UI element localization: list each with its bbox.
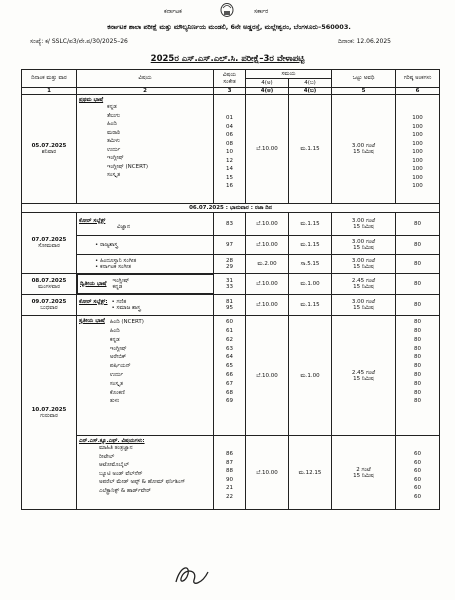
subject-cell bbox=[77, 436, 214, 510]
subject-codes: 01 04 06 08 10 12 14 15 16 bbox=[214, 95, 246, 204]
header-time-b: 4(ಬ) bbox=[289, 79, 332, 88]
exam-date: 09.07.2025 bbox=[31, 299, 67, 305]
subject-code: 97 bbox=[214, 236, 246, 255]
duration: 3.00 ಗಂಟೆ 15 ನಿಮಿಷ bbox=[332, 213, 396, 236]
max-marks: 80 bbox=[396, 213, 440, 236]
col-number: 3 bbox=[214, 88, 246, 95]
state-emblem-icon bbox=[212, 2, 242, 18]
start-time: ಬೆ.10.00 bbox=[246, 316, 289, 436]
exam-date: 05.07.2025 bbox=[31, 143, 67, 149]
table-row bbox=[22, 213, 440, 236]
header-time: ಸಮಯ bbox=[246, 70, 332, 79]
start-time: ಬೆ.10.00 bbox=[246, 295, 289, 316]
end-time: ಮ.1.00 bbox=[289, 316, 332, 436]
issue-date: ದಿನಾಂಕ: 12.06.2025 bbox=[338, 38, 391, 45]
duration: 3.00 ಗಂಟೆ 15 ನಿಮಿಷ bbox=[332, 295, 396, 316]
header-subject: ವಿಷಯ bbox=[77, 70, 214, 88]
table-row bbox=[22, 95, 440, 204]
table-row bbox=[22, 274, 440, 295]
date-cell bbox=[22, 95, 77, 204]
end-time: ಮ.1.15 bbox=[289, 95, 332, 204]
header-date-day: ದಿನಾಂಕ ಮತ್ತು ವಾರ bbox=[22, 70, 77, 88]
duration: 2.45 ಗಂಟೆ 15 ನಿಮಿಷ bbox=[332, 316, 396, 436]
start-time: ಬೆ.10.00 bbox=[246, 274, 289, 295]
end-time: ಮ.1.15 bbox=[289, 213, 332, 236]
col-number: 2 bbox=[77, 88, 214, 95]
table-row bbox=[22, 436, 440, 510]
subject-cell bbox=[77, 274, 213, 294]
board-address: ಕರ್ನಾಟಕ ಶಾಲಾ ಪರೀಕ್ಷೆ ಮತ್ತು ಮೌಲ್ಯನಿರ್ಣಯ ಮಂಡಲಿ, 6ನೇ ಅಡ್ಡರಸ್ತೆ, ಮಲ್ಲೇಶ್ವರಂ, ಬೆಂಗಳೂರು–560003. bbox=[107, 23, 351, 31]
subject-list: ಕನ್ನಡ ತೆಲುಗು ಹಿಂದಿ ಮರಾಠಿ ತಮಿಳು ಉರ್ದು ಇಂಗ್ಲೀಷ್ ಇಂಗ್ಲೀಷ್ (NCERT) ಸಂಸ್ಕೃತ bbox=[107, 104, 149, 179]
subject-cell bbox=[77, 316, 214, 436]
exam-day: ಮಂಗಳವಾರ bbox=[37, 284, 60, 291]
exam-date: 07.07.2025 bbox=[31, 237, 67, 243]
header-duration: ಒಟ್ಟು ಅವಧಿ bbox=[332, 70, 396, 88]
subject-name: • ರಾಜ್ಯಶಾಸ್ತ್ರ bbox=[77, 236, 214, 255]
table-row bbox=[22, 236, 440, 255]
exam-day: ಗುರುವಾರ bbox=[40, 412, 58, 419]
table-row bbox=[22, 316, 440, 436]
exam-day: ಸೋಮವಾರ bbox=[38, 243, 60, 250]
exam-day: ಶನಿವಾರ bbox=[41, 149, 57, 156]
header-code: ವಿಷಯ ಸಂಕೇತ bbox=[214, 70, 246, 88]
date-cell bbox=[22, 316, 77, 510]
start-time: ಬೆ.10.00 bbox=[246, 95, 289, 204]
date-cell bbox=[22, 274, 77, 295]
duration: 2 ಗಂಟೆ 15 ನಿಮಿಷ bbox=[332, 436, 396, 510]
subject-list: ಮಾಹಿತಿ ತಂತ್ರಜ್ಞಾನ ರೀಟೇಲ್ ಆಟೋಮೊಬೈಲ್ ಬ್ಯೂಟಿ ಅಂಡ್ ವೆಲ್‌ನೆಸ್ ಅಪರೆಲ್ ಮೇಡ್ ಅಪ್ಸ್ & ಹೋಮ್ ಫರ್ನಿಶಿಂಗ್ ಎಲೆಕ್ಟ್ರಾನಿಕ್ಸ್ & ಹಾರ್ಡ್‌ವೇರ್ bbox=[99, 445, 186, 494]
max-marks: 60 60 60 60 60 60 bbox=[396, 436, 440, 510]
col-number: 4(ಅ) bbox=[246, 88, 289, 95]
subject-cell bbox=[77, 213, 214, 236]
subject-list: ಇಂಗ್ಲೀಷ್ ಕನ್ನಡ bbox=[112, 278, 130, 291]
subject-list: • ಹಿಂದೂಸ್ತಾನಿ ಸಂಗೀತ • ಕರ್ನಾಟಕ ಸಂಗೀತ bbox=[77, 255, 214, 274]
duration: 3.00 ಗಂಟೆ 15 ನಿಮಿಷ bbox=[332, 236, 396, 255]
exam-date: 08.07.2025 bbox=[31, 278, 67, 284]
page-title: 2025ರ ಎಸ್.ಎಸ್.ಎಲ್.ಸಿ. ಪರೀಕ್ಷೆ–3ರ ವೇಳಾಪಟ್ಟಿ bbox=[150, 54, 305, 64]
col-number: 1 bbox=[22, 88, 77, 95]
duration: 3.00 ಗಂಟೆ 15 ನಿಮಿಷ bbox=[332, 95, 396, 204]
start-time: ಮ.2.00 bbox=[246, 255, 289, 274]
col-number: 4(ಬ) bbox=[289, 88, 332, 95]
start-time: ಬೆ.10.00 bbox=[246, 236, 289, 255]
exam-day: ಬುಧವಾರ bbox=[40, 305, 58, 312]
max-marks: 100 100 100 100 100 100 100 100 100 bbox=[396, 95, 440, 204]
subject-group-heading: ಕೋರ್ ಸಬ್ಜೆಕ್ಟ್ bbox=[79, 218, 106, 224]
max-marks: 80 bbox=[396, 255, 440, 274]
table-row bbox=[22, 255, 440, 274]
max-marks: 80 80 80 80 80 80 80 80 80 80 bbox=[396, 316, 440, 436]
end-time: ಮ.1.00 bbox=[289, 274, 332, 295]
start-time: ಬೆ.10.00 bbox=[246, 213, 289, 236]
exam-timetable bbox=[21, 69, 440, 510]
holiday-row bbox=[22, 204, 440, 213]
end-time: ಸಾ.5.15 bbox=[289, 255, 332, 274]
start-time: ಬೆ.10.00 bbox=[246, 436, 289, 510]
duration: 3.00 ಗಂಟೆ 15 ನಿಮಿಷ bbox=[332, 255, 396, 274]
subject-codes: 81 95 bbox=[214, 295, 246, 316]
subject-codes: 86 87 88 90 21 22 bbox=[214, 436, 246, 510]
header-marks: ಗರಿಷ್ಠ ಅಂಕಗಳು bbox=[396, 70, 440, 88]
column-number-row bbox=[22, 88, 440, 95]
col-number: 5 bbox=[332, 88, 396, 95]
subject-code: 83 bbox=[214, 213, 246, 236]
end-time: ಮ.1.15 bbox=[289, 236, 332, 255]
signature bbox=[168, 562, 214, 588]
subject-group-heading: ಪ್ರಥಮ ಭಾಷೆ bbox=[79, 97, 104, 104]
holiday-label: 06.07.2025 : ಭಾನುವಾರ : ರಜಾ ದಿನ bbox=[22, 204, 440, 213]
end-time: ಮ.12.15 bbox=[289, 436, 332, 510]
subject-codes: 60 61 62 63 64 65 66 67 68 69 bbox=[214, 316, 246, 436]
max-marks: 80 bbox=[396, 236, 440, 255]
subject-codes: 28 29 bbox=[214, 255, 246, 274]
header-left: ಕರ್ನಾಟಕ bbox=[164, 8, 182, 15]
subject-cell bbox=[77, 95, 214, 204]
max-marks: 80 bbox=[396, 274, 440, 295]
subject-group-heading: ಕೋರ್ ಸಬ್ಜೆಕ್ಟ್: bbox=[79, 299, 108, 305]
header-right: ಸರ್ಕಾರ bbox=[254, 8, 269, 15]
date-cell bbox=[22, 295, 77, 316]
end-time: ಮ.1.15 bbox=[289, 295, 332, 316]
table-row bbox=[22, 295, 440, 316]
subject-name: ವಿಜ್ಞಾನ bbox=[117, 224, 131, 231]
header-time-a: 4(ಅ) bbox=[246, 79, 289, 88]
max-marks: 80 bbox=[396, 295, 440, 316]
exam-date: 10.07.2025 bbox=[31, 406, 67, 413]
subject-list: ಹಿಂದಿ (NCERT) ಹಿಂದಿ ಕನ್ನಡ ಇಂಗ್ಲೀಷ್ ಅರೇಬಿಕ್ ಪರ್ಷಿಯನ್ ಉರ್ದು ಸಂಸ್ಕೃತ ಕೊಂಕಣಿ ತುಳು bbox=[109, 319, 144, 405]
subject-group-heading: ತೃತೀಯ ಭಾಷೆ bbox=[79, 318, 105, 325]
date-cell bbox=[22, 213, 77, 274]
table-header-row bbox=[22, 70, 440, 79]
subject-codes: 31 33 bbox=[214, 274, 246, 295]
reference-number: ಸಂಖ್ಯೆ: ಕ/ SSLC/ಪ3/ವೇ.ಪ/30/2025–26 bbox=[30, 38, 128, 45]
col-number: 6 bbox=[396, 88, 440, 95]
subject-cell bbox=[77, 295, 214, 316]
subject-list: • ಗಣಿತ • ಸಮಾಜ ಶಾಸ್ತ್ರ bbox=[111, 299, 141, 312]
subject-group-heading: ದ್ವಿತೀಯ ಭಾಷೆ bbox=[80, 281, 107, 288]
duration: 2.45 ಗಂಟೆ 15 ನಿಮಿಷ bbox=[332, 274, 396, 295]
subject-group-heading: ಎನ್.ಎಸ್.ಕ್ಯೂ.ಎಫ್. ವಿಷಯಗಳು: bbox=[79, 438, 145, 445]
